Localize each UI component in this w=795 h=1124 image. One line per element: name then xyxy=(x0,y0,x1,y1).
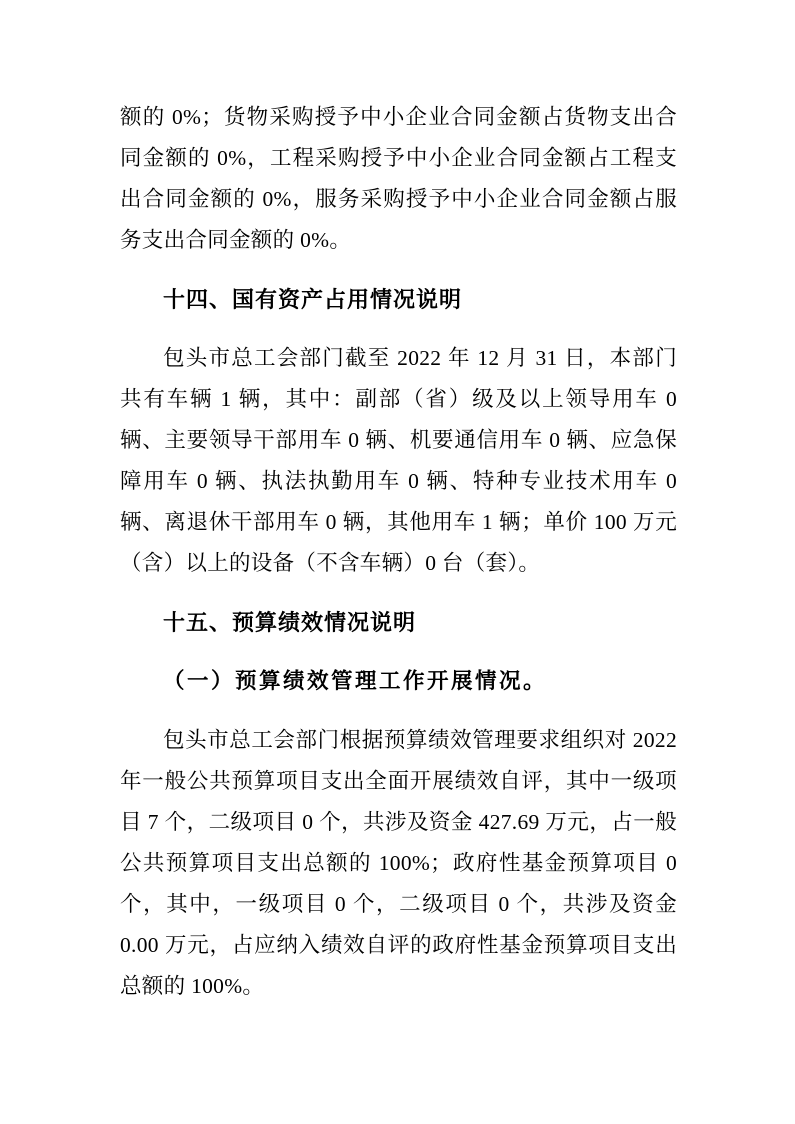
page-content xyxy=(120,97,677,1007)
heading-section-14-state-assets: 十四、国有资产占用情况说明 xyxy=(163,287,463,312)
subheading-15-1-performance-management: （一）预算绩效管理工作开展情况。 xyxy=(163,669,548,693)
heading-section-15-budget-performance: 十五、预算绩效情况说明 xyxy=(163,610,417,635)
paragraph-vehicles-and-equipment: 包头市总工会部门截至 2022 年 12 月 31 日，本部门共有车辆 1 辆，其中：副部（省）级及以上领导用车 0 辆、主要领导干部用车 0 辆、机要通信用车 0 辆、应急保障用车 0 辆、执法执勤用车 0 辆、特种专业技术用车 0 辆、离退休干部用车 0 辆，其他用车 1 辆；单价 100 万元（含）以上的设备（不含车辆）0 台（套）。 xyxy=(120,346,677,575)
paragraph-procurement-smb-shares: 额的 0%；货物采购授予中小企业合同金额占货物支出合同金额的 0%，工程采购授予中小企业合同金额占工程支出合同金额的 0%，服务采购授予中小企业合同金额占服务支出合同金额的 0%。 xyxy=(120,105,677,252)
paragraph-performance-self-evaluation: 包头市总工会部门根据预算绩效管理要求组织对 2022 年一般公共预算项目支出全面开展绩效自评，其中一级项目 7 个，二级项目 0 个，共涉及资金 427.69 万元，占一般公共预算项目支出总额的 100%；政府性基金预算项目 0 个，其中，一级项目 0 个，二级项目 0 个，共涉及资金 0.00 万元，占应纳入绩效自评的政府性基金预算项目支出总额的 100%。 xyxy=(120,728,677,998)
